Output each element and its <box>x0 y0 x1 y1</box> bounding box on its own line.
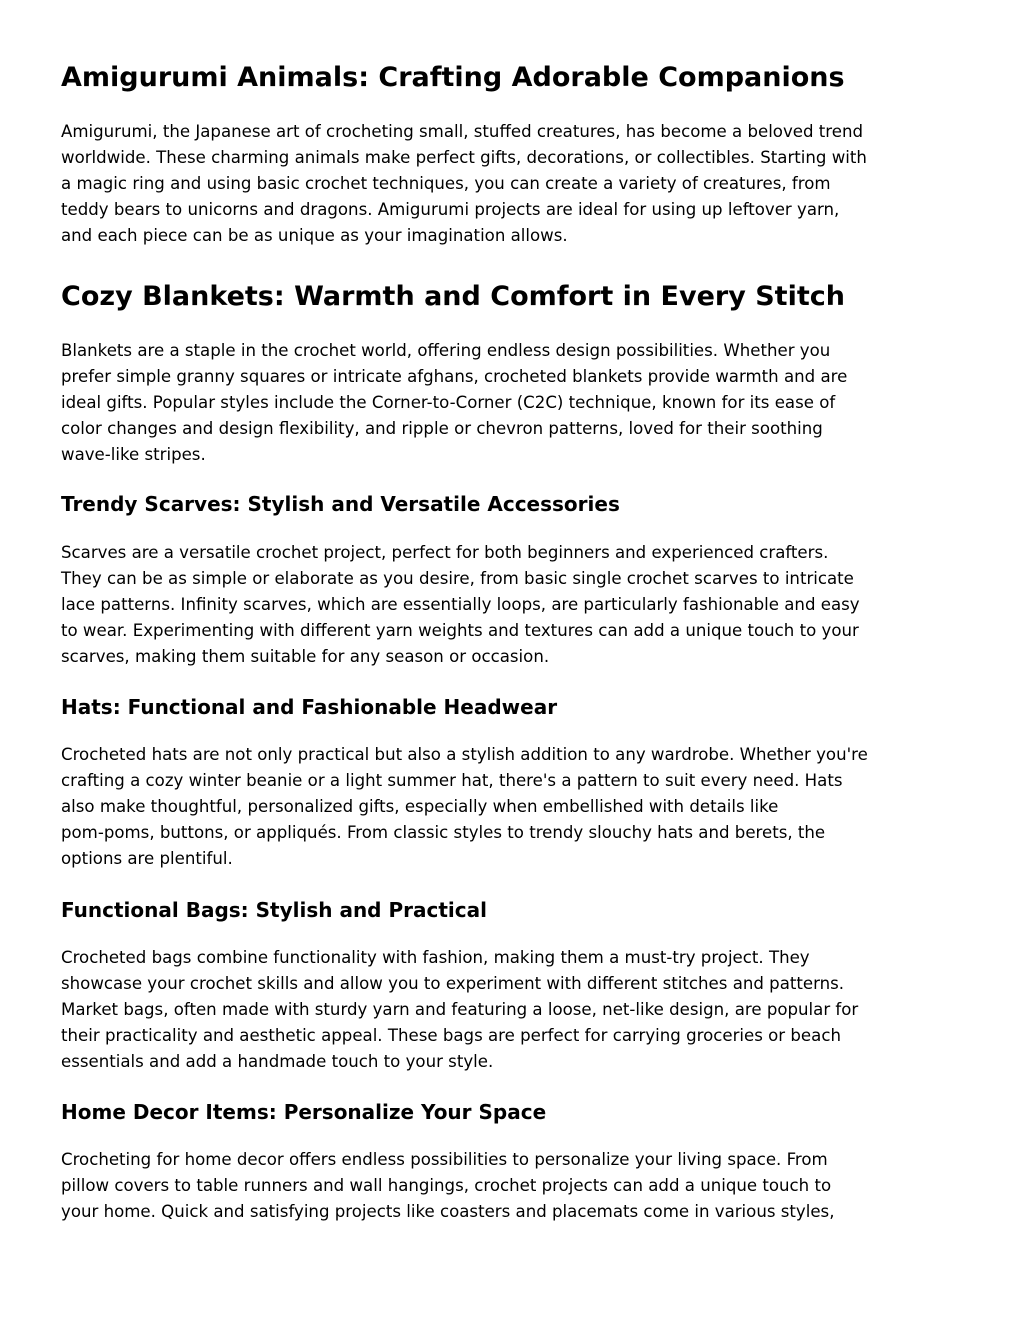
paragraph-line: to wear. Experimenting with different yarn weights and textures can add a unique touch to your <box>61 621 859 640</box>
paragraph-line: prefer simple granny squares or intricate afghans, crocheted blankets provide warmth and are <box>61 367 848 386</box>
paragraph-line: teddy bears to unicorns and dragons. Amigurumi projects are ideal for using up leftover yarn, <box>61 200 840 219</box>
paragraph-line: They can be as simple or elaborate as you desire, from basic single crochet scarves to intricate <box>61 569 854 588</box>
section-paragraph <box>61 540 860 670</box>
paragraph-line: their practicality and aesthetic appeal. These bags are perfect for carrying groceries or beach <box>61 1026 841 1045</box>
section-paragraph <box>61 742 868 872</box>
paragraph-line: pom-poms, buttons, or appliqués. From classic styles to trendy slouchy hats and berets, the <box>61 823 826 842</box>
paragraph-line: your home. Quick and satisfying projects like coasters and placemats come in various styles, <box>61 1202 835 1221</box>
paragraph-line: Crocheted bags combine functionality with fashion, making them a must-try project. They <box>61 948 810 967</box>
paragraph-line: lace patterns. Infinity scarves, which are essentially loops, are particularly fashionable and easy <box>61 595 860 614</box>
paragraph-line: worldwide. These charming animals make perfect gifts, decorations, or collectibles. Starting with <box>61 148 867 167</box>
paragraph-line: Scarves are a versatile crochet project, perfect for both beginners and experienced crafters. <box>61 543 829 562</box>
paragraph-line: a magic ring and using basic crochet techniques, you can create a variety of creatures, from <box>61 174 831 193</box>
paragraph-line: Market bags, often made with sturdy yarn and featuring a loose, net-like design, are popular for <box>61 1000 859 1019</box>
section-heading: Cozy Blankets: Warmth and Comfort in Every Stitch <box>61 281 845 312</box>
paragraph-line: and each piece can be as unique as your imagination allows. <box>61 226 568 245</box>
section-paragraph <box>61 119 867 249</box>
paragraph-line: crafting a cozy winter beanie or a light summer hat, there's a pattern to suit every need. Hats <box>61 771 843 790</box>
paragraph-line: color changes and design flexibility, and ripple or chevron patterns, loved for their soothing <box>61 419 823 438</box>
section-paragraph <box>61 338 847 468</box>
paragraph-line: options are plentiful. <box>61 849 233 868</box>
paragraph-line: Crocheted hats are not only practical but also a stylish addition to any wardrobe. Whether you're <box>61 745 868 764</box>
section-paragraph <box>61 945 858 1075</box>
paragraph-line: essentials and add a handmade touch to your style. <box>61 1052 494 1071</box>
paragraph-line: pillow covers to table runners and wall hangings, crochet projects can add a unique touch to <box>61 1176 832 1195</box>
section-subheading: Trendy Scarves: Stylish and Versatile Accessories <box>61 492 620 516</box>
paragraph-line: Crocheting for home decor offers endless possibilities to personalize your living space. From <box>61 1150 828 1169</box>
section-subheading: Hats: Functional and Fashionable Headwear <box>61 695 558 719</box>
paragraph-line: also make thoughtful, personalized gifts, especially when embellished with details like <box>61 797 779 816</box>
paragraph-line: wave-like stripes. <box>61 445 206 464</box>
paragraph-line: Amigurumi, the Japanese art of crocheting small, stuffed creatures, has become a beloved trend <box>61 122 864 141</box>
paragraph-line: scarves, making them suitable for any season or occasion. <box>61 647 550 666</box>
paragraph-line: Blankets are a staple in the crochet world, offering endless design possibilities. Whether you <box>61 341 831 360</box>
section-heading: Amigurumi Animals: Crafting Adorable Companions <box>61 62 845 93</box>
paragraph-line: showcase your crochet skills and allow you to experiment with different stitches and patterns. <box>61 974 845 993</box>
section-subheading: Home Decor Items: Personalize Your Space <box>61 1100 547 1124</box>
paragraph-line: ideal gifts. Popular styles include the Corner-to-Corner (C2C) technique, known for its ease of <box>61 393 836 412</box>
section-paragraph <box>61 1147 834 1225</box>
section-subheading: Functional Bags: Stylish and Practical <box>61 898 487 922</box>
